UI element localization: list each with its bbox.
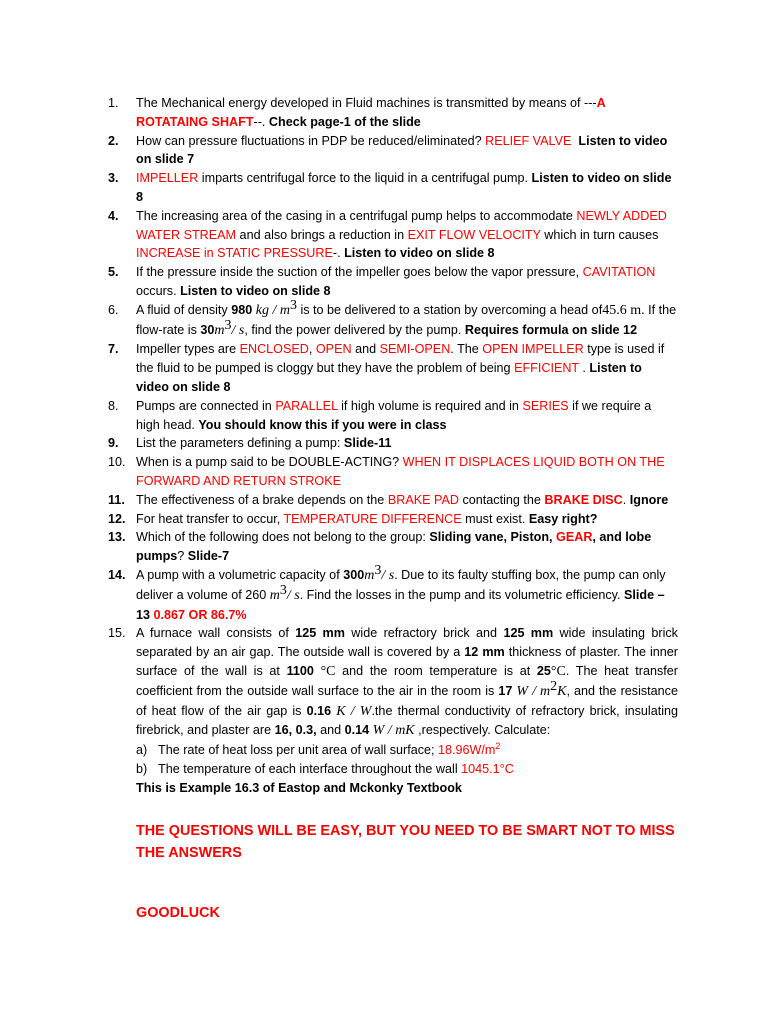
answer: SERIES (522, 398, 569, 413)
question-7 (108, 340, 678, 396)
question-text: Which of the following does not belong to the group: (136, 530, 430, 545)
value: 300 (343, 567, 365, 582)
question-text: A fluid of density (136, 302, 232, 317)
answer: NEWLY ADDED WATER STREAM (136, 208, 667, 242)
sub-question-text: The temperature of each interface throughout the wall (158, 761, 462, 776)
question-text: . (622, 492, 630, 507)
value: 12 mm (464, 645, 505, 660)
question-list (108, 94, 678, 797)
study-note: Slide-11 (343, 436, 392, 451)
unit: °C (550, 663, 566, 679)
question-text: and the room temperature is at (335, 663, 537, 678)
answer: 0.867 OR 86.7% (153, 607, 247, 622)
answer: OPEN IMPELLER (482, 342, 584, 357)
answer: RELIEF VALVE (485, 133, 572, 148)
question-text: ? (177, 549, 188, 564)
question-number: 1. (108, 96, 119, 110)
question-text: Pumps are connected in (136, 398, 276, 413)
question-text: The Mechanical energy developed in Fluid machines is transmitted by means of --- (136, 96, 597, 110)
value: 1100 (286, 663, 314, 678)
question-text: The effectiveness of a brake depends on the (136, 492, 388, 507)
question-text: Impeller types are (136, 342, 240, 357)
question-text: and (351, 342, 380, 357)
study-note: Check page-1 of the slide (268, 114, 421, 129)
value: 17 (498, 683, 513, 698)
question-text: . The heat transfer coefficient from the outside wall surface to the air in the room is (136, 663, 678, 698)
question-1 (108, 94, 678, 132)
unit: W / mK (372, 723, 415, 739)
options: , and lobe pumps (136, 530, 652, 564)
value: 125 mm (503, 626, 554, 641)
answer: IMPELLER (136, 171, 199, 186)
unit: m (269, 587, 280, 603)
question-text: If the pressure inside the suction of the impeller goes below the vapor pressure, (136, 265, 583, 280)
closing-message: THE QUESTIONS WILL BE EASY, BUT YOU NEED TO BE SMART NOT TO MISS THE ANSWERS (136, 823, 675, 861)
study-note: Ignore (629, 492, 669, 507)
question-text: and also brings a reduction in (236, 227, 408, 242)
question-number: 10. (108, 455, 126, 470)
question-text: ,respectively. Calculate: (414, 723, 551, 738)
question-4 (108, 207, 678, 263)
sub-question-label: b) (136, 761, 148, 776)
question-text: . Due to its faulty stuffing box, the pump can only deliver a volume of 260 (136, 567, 666, 602)
question-text: The increasing area of the casing in a centrifugal pump helps to accommodate (136, 208, 577, 223)
study-note: Requires formula on slide 12 (464, 322, 638, 337)
question-text: , find the power delivered by the pump. (244, 322, 465, 337)
question-9 (108, 434, 678, 453)
unit: kg / m (255, 302, 290, 318)
question-10 (108, 453, 678, 491)
question-number: 14. (108, 567, 126, 582)
value: 25 (536, 663, 551, 678)
sub-question-label: a) (136, 743, 148, 758)
value: 125 mm (295, 626, 345, 641)
question-text: imparts centrifugal force to the liquid in a centrifugal pump. (198, 171, 532, 186)
unit: / s (231, 322, 245, 338)
question-text: must exist. (461, 511, 529, 526)
question-text: contacting the (458, 492, 545, 507)
question-number: 3. (108, 171, 119, 186)
question-text: if we require a high head. (136, 398, 652, 432)
answer: OPEN (315, 342, 352, 357)
question-15: 15. A furnace wall consists of 125 mm wide refractory brick and 125 mm wide insulating brick separated by an air gap. The outside wall is covered by a 12 mm thickness of plaster. The inner surface of the wall is at 1100 °C and the room temperature is at 25°C. The heat transfer coefficient from the outside wall surface to the air in the room is 17 W / $m^2K$, and the resistance of heat flow of the air gap is 0.16 K / W.the thermal conductivity of refractory brick, insulating firebrick, and plaster are 16, 0.3, and 0.14 W / mK ,respectively. Calculate: (108, 626, 679, 739)
question-text: --. (253, 114, 269, 129)
question-number: 2. (108, 133, 119, 148)
answer: INCREASE in STATIC PRESSURE (136, 246, 333, 261)
answer: EFFICIENT (514, 361, 579, 376)
question-text: wide refractory brick and (344, 626, 504, 641)
question-number: 11. (108, 492, 125, 507)
question-3 (108, 169, 678, 207)
question-text: .the thermal conductivity of refractory brick, insulating firebrick, and plaster are (136, 703, 679, 738)
question-text: -. (332, 246, 345, 261)
question-text: A pump with a volumetric capacity of (136, 567, 344, 582)
value: 0.16 (306, 703, 332, 718)
answer: CAVITATION (582, 265, 656, 280)
question-text: which in turn causes (540, 227, 659, 242)
study-note: Listen to video on slide 7 (136, 133, 668, 167)
answer: GEAR (556, 530, 593, 545)
question-number: 13. (108, 530, 126, 545)
question-number: 9. (108, 436, 119, 451)
question-number: 12. (108, 511, 126, 526)
question-text: type is used if the fluid to be pumped is cloggy but they have the problem of being (136, 342, 665, 376)
question-text: thickness of plaster. The inner surface of the wall is at (136, 645, 679, 678)
answer: ENCLOSED (239, 342, 309, 357)
answer: EXIT FLOW VELOCITY (407, 227, 541, 242)
answer: BRAKE PAD (387, 492, 459, 507)
question-number: 5. (108, 265, 119, 280)
question-text: is to be delivered to a station by overcoming a head of (300, 302, 603, 317)
value: 16, 0.3, (274, 723, 317, 738)
goodluck-message: GOODLUCK (136, 905, 220, 921)
question-number: 8. (108, 398, 119, 413)
question-number: 6. (108, 302, 119, 317)
study-note: Listen to video on slide 8 (180, 283, 331, 298)
question-text: , (308, 342, 316, 357)
sub-question-text: The rate of heat loss per unit area of wall surface; (158, 743, 439, 758)
question-text: . The (450, 342, 483, 357)
answer: SEMI-OPEN (379, 342, 451, 357)
value: 30 (200, 322, 215, 337)
study-note: Listen to video on slide 8 (344, 246, 495, 261)
question-5 (108, 263, 678, 301)
question-text: and (316, 723, 345, 738)
question-text: occurs. (136, 283, 181, 298)
question-14: 14. A pump with a volumetric capacity of $300m^3/$ s. Due to its faulty stuffing box, the pump can only deliver a volume of 260 $m^3/$ s. Find the losses in the pump and its volumetric efficiency. Slide – 13 0.867 OR 86.7% (108, 562, 666, 622)
unit: °C (313, 663, 336, 679)
answer: 18.96W/m (438, 743, 496, 758)
value: 0.14 (344, 723, 370, 738)
sub-question-b (108, 760, 678, 779)
value: 45.6 m. (602, 302, 645, 318)
unit: / s (381, 567, 395, 583)
answer: BRAKE DISC (544, 492, 623, 507)
value: 980 (231, 302, 253, 317)
sub-question-a: a) The rate of heat loss per unit area of wall surface; $18.96W/m^2$ (108, 741, 678, 760)
example-reference: This is Example 16.3 of Eastop and Mckonky Textbook (136, 780, 462, 795)
question-number: 4. (108, 208, 119, 223)
question-text: . Find the losses in the pump and its volumetric efficiency. (299, 587, 625, 602)
question-number: 7. (108, 342, 119, 357)
question-12 (108, 510, 678, 529)
unit: K / W (336, 703, 372, 719)
question-text: If the flow-rate is (136, 302, 677, 337)
question-13 (108, 528, 678, 566)
question-text: A furnace wall consists of (136, 626, 296, 641)
unit: W / m (516, 683, 551, 699)
unit: m (364, 567, 375, 583)
answer: WHEN IT DISPLACES LIQUID BOTH ON THE FORWARD AND RETURN STROKE (136, 455, 665, 488)
study-note: Listen to video on slide 8 (136, 361, 642, 394)
answer: A ROTATAING SHAFT (136, 96, 606, 129)
question-text: List the parameters defining a pump: (136, 436, 344, 451)
question-text: wide insulating brick separated by an air gap. The outside wall is covered by a (136, 626, 678, 660)
question-text: When is a pump said to be DOUBLE-ACTING? (136, 455, 403, 470)
question-2 (108, 132, 678, 170)
study-note: You should know this if you were in class (198, 417, 447, 432)
study-note: Listen to video on slide 8 (136, 171, 672, 204)
study-note: Slide-7 (187, 549, 230, 564)
question-text: if high volume is required and in (337, 398, 523, 413)
study-note: Slide – 13 (136, 587, 665, 622)
unit: / s (286, 587, 300, 603)
question-text: , and the resistance of heat flow of the air gap is (136, 683, 678, 718)
question-8 (108, 397, 678, 435)
answer: TEMPERATURE DIFFERENCE (283, 511, 462, 526)
unit: K (557, 683, 567, 699)
question-text: How can pressure fluctuations in PDP be reduced/eliminated? (136, 133, 486, 148)
answer: 1045.1°C (461, 761, 514, 776)
unit: m (214, 322, 225, 338)
question-text: For heat transfer to occur, (136, 511, 284, 526)
question-6: 6. A fluid of density 980 kg / $m^3$ is to be delivered to a station by overcoming a head of45.6 m. If the flow-rate is $30m^3/$ s, find the power delivered by the pump. Requires formula on slide 12 (108, 297, 677, 338)
study-note: Easy right? (528, 511, 598, 526)
question-11 (108, 491, 678, 510)
question-text: . (578, 361, 590, 376)
question-number: 15. (108, 626, 126, 641)
options: Sliding vane, Piston, (429, 530, 557, 545)
answer: PARALLEL (275, 398, 338, 413)
